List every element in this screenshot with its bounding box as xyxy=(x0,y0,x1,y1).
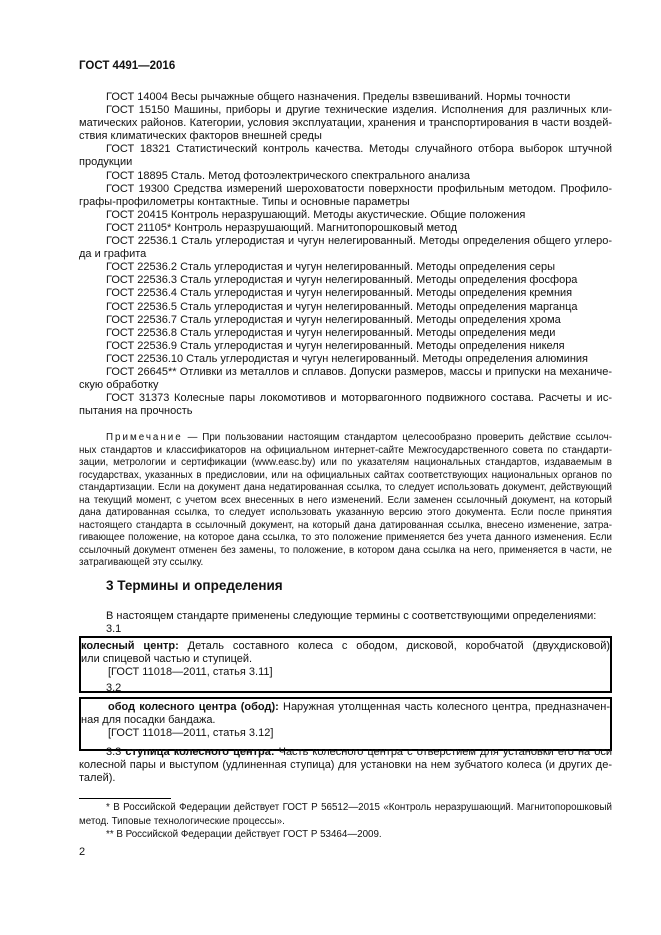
term-3-3: 3.3 ступица колесного центра: Часть колесного центра с отверстием для установки его на оси колесной пары и выступом (удлиненная ступица) для установки на нем зубчатого колеса (и других де- талей). xyxy=(79,746,612,785)
footnote-divider xyxy=(79,798,171,799)
reference-line: скую обработку xyxy=(79,379,159,392)
note-line: ссылочный документ отменен без замены, то положение, в котором дана ссылка на него, применяется в части, не xyxy=(79,544,612,556)
reference-line: ГОСТ 22536.3 Сталь углеродистая и чугун нелегированный. Методы определения фосфора xyxy=(106,274,578,287)
reference-line: ГОСТ 22536.2 Сталь углеродистая и чугун нелегированный. Методы определения серы xyxy=(106,261,555,274)
reference-line: ГОСТ 22536.1 Сталь углеродистая и чугун нелегированный. Методы определения общего углеро- xyxy=(106,235,612,248)
reference-line: ГОСТ 22536.7 Сталь углеродистая и чугун нелегированный. Методы определения хрома xyxy=(106,313,561,326)
term-source: [ГОСТ 11018—2011, статья 3.12] xyxy=(108,727,274,740)
reference-line: ГОСТ 21105* Контроль неразрушающий. Магнитопорошковый метод xyxy=(106,221,458,234)
reference-line: ствия климатических факторов внешней среды xyxy=(79,130,322,143)
reference-line: ГОСТ 31373 Колесные пары локомотивов и моторвагонного подвижного состава. Расчеты и ис- xyxy=(106,392,612,405)
footnote-line: ** В Российской Федерации действует ГОСТ Р 53464—2009. xyxy=(106,829,382,840)
reference-line: ГОСТ 22536.8 Сталь углеродистая и чугун нелегированный. Методы определения меди xyxy=(106,326,556,339)
note-line: государствах, указанных в предисловии, или на официальных сайтах соответствующих национальных органов по xyxy=(79,469,612,481)
reference-line: ГОСТ 22536.10 Сталь углеродистая и чугун нелегированный. Методы определения алюминия xyxy=(106,352,589,365)
document-header: ГОСТ 4491—2016 xyxy=(79,60,176,72)
reference-line: ГОСТ 22536.5 Сталь углеродистая и чугун нелегированный. Методы определения марганца xyxy=(106,300,578,313)
term-number-3-2: 3.2 xyxy=(106,682,122,694)
section-intro: В настоящем стандарте применены следующие термины с соответствующими определениями: xyxy=(106,610,597,622)
reference-line: ГОСТ 22536.9 Сталь углеродистая и чугун нелегированный. Методы определения никеля xyxy=(106,339,565,352)
note-line: затрагивающей эту ссылку. xyxy=(79,557,204,568)
footnotes xyxy=(79,801,612,842)
reference-line: продукции xyxy=(79,156,133,169)
footnote-line: * В Российской Федерации действует ГОСТ Р 56512—2015 «Контроль неразрушающий. Магнитопорошковый xyxy=(106,802,612,813)
reference-line: ГОСТ 19300 Средства измерений шероховатости поверхности профильным методом. Профило- xyxy=(106,182,612,195)
normative-references-list xyxy=(79,91,612,418)
reference-line: ГОСТ 22536.4 Сталь углеродистая и чугун нелегированный. Методы определения кремния xyxy=(106,287,573,300)
reference-line: графы-профилометры контактные. Типы и основные параметры xyxy=(79,195,410,208)
note-line: стандартизации. Если на документ дана недатированная ссылка, то следует использовать документ, действующий xyxy=(79,482,612,493)
term-name: ступица колесного центра: xyxy=(125,746,275,758)
note-line: дана датированная ссылка, то следует использовать указанную версию этого документа. Если после принятия xyxy=(79,507,612,518)
note-line: ных стандартов и классификаторов на официальном интернет-сайте Межгосударственного совета по стандарти- xyxy=(79,444,612,456)
section-heading: 3 Термины и определения xyxy=(106,578,283,593)
term-box-3-2: обод колесного центра (обод): Наружная утолщенная часть колесного центра, предназначен- ная для посадки бандажа. [ГОСТ 11018—2011, статья 3.12] xyxy=(79,697,612,751)
reference-line: матических районов. Категории, условия эксплуатации, хранения и транспортирования в части воздей- xyxy=(79,117,612,130)
note-label: Примечание xyxy=(106,432,183,443)
note-first-line: Примечание — При пользовании настоящим стандартом целесообразно проверить действие ссылоч- xyxy=(106,432,612,443)
term-source: [ГОСТ 11018—2011, статья 3.11] xyxy=(108,666,273,679)
reference-line: ГОСТ 20415 Контроль неразрушающий. Методы акустические. Общие положения xyxy=(106,208,526,221)
reference-line: ГОСТ 14004 Весы рычажные общего назначения. Пределы взвешиваний. Нормы точности xyxy=(106,91,571,103)
term-number-3-1: 3.1 xyxy=(106,623,122,636)
note-line: гивающее положение, на которое дана ссылка, то это положение применяется без учета данного изменения. Если xyxy=(79,532,612,543)
page-number: 2 xyxy=(79,846,86,858)
reference-line: ГОСТ 26645** Отливки из металлов и сплавов. Допуски размеров, массы и припуски на механиче- xyxy=(106,365,612,378)
term-name: обод колесного центра (обод): xyxy=(108,701,279,713)
reference-line: ГОСТ 18321 Статистический контроль качества. Методы случайного отбора выборок штучной xyxy=(106,143,612,156)
term-name: колесный центр: xyxy=(81,640,179,652)
note-line: на текущий момент, с учетом всех внесенных в него изменений. Если заменен ссылочный документ, на который xyxy=(79,494,612,506)
reference-line: пытания на прочность xyxy=(79,405,193,418)
footnote-line: метод. Типовые технологические процессы». xyxy=(79,815,285,827)
reference-line: ГОСТ 15150 Машины, приборы и другие технические изделия. Исполнения для различных кли- xyxy=(106,104,612,117)
note-block xyxy=(79,432,612,570)
note-line: настоящего стандарта в ссылочный документ, на который дана датированная ссылка, внесено изменение, затра- xyxy=(79,519,612,531)
reference-line: да и графита xyxy=(79,248,147,261)
reference-line: ГОСТ 18895 Сталь. Метод фотоэлектрического спектрального анализа xyxy=(106,169,470,182)
note-line: зации, метрологии и сертификации (www.easc.by) или по указателям национальных стандартов, издаваемым в xyxy=(79,457,612,468)
term-box-3-1: колесный центр: Деталь составного колеса с ободом, дисковой, коробчатой (двухдисковой) или спицевой частью и ступицей. [ГОСТ 11018—2011, статья 3.11] xyxy=(79,636,612,693)
